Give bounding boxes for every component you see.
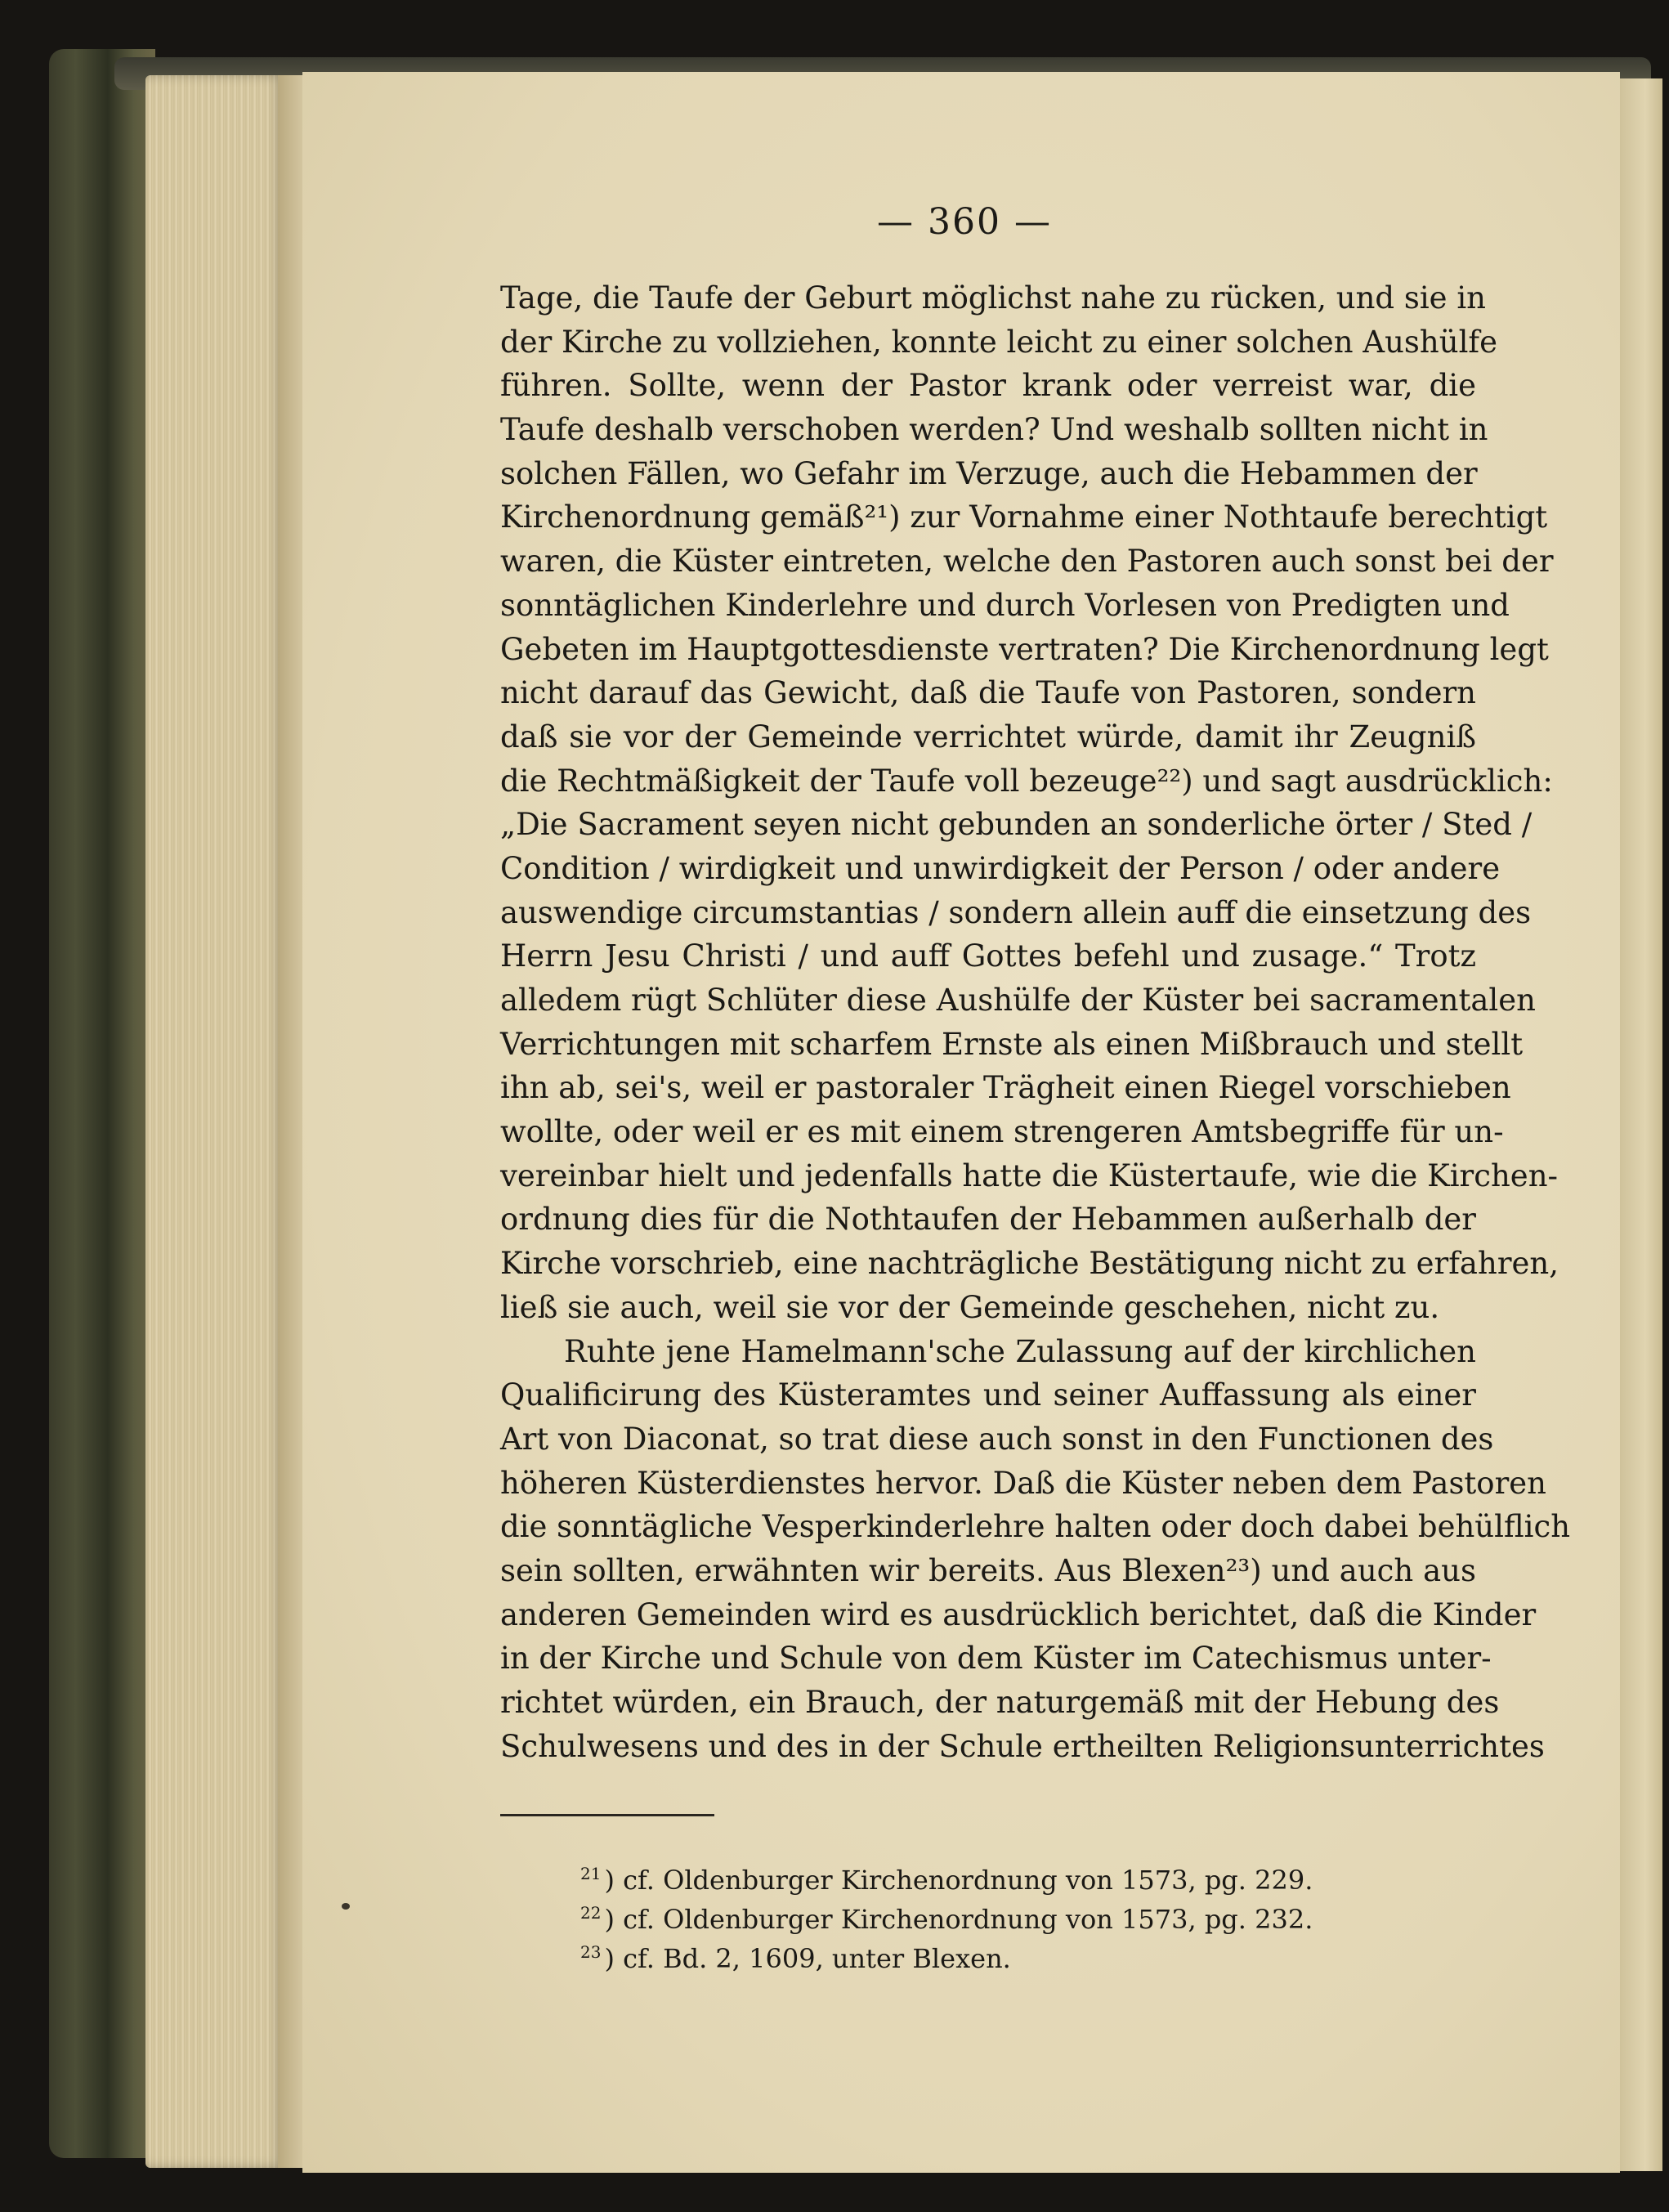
text-line: Taufe deshalb verschoben werden? Und weshalb sollten nicht in <box>500 412 1488 448</box>
text-line: vereinbar hielt und jedenfalls hatte die Küstertaufe, wie die Kirchen- <box>500 1157 1559 1193</box>
text-line: die Rechtmäßigkeit der Taufe voll bezeuge²²) und sagt ausdrücklich: <box>500 763 1553 799</box>
page-number: — 360 — <box>877 201 1052 243</box>
footnote-number: 23 <box>580 1942 602 1962</box>
footnote-text: ) cf. Oldenburger Kirchenordnung von 1573, pg. 232. <box>604 1904 1313 1935</box>
text-line: Herrn Jesu Christi / und auff Gottes befehl und zusage.“ Trotz <box>500 938 1476 974</box>
text-line: wollte, oder weil er es mit einem strengeren Amtsbegriffe für un- <box>500 1114 1504 1150</box>
text-line: nicht darauf das Gewicht, daß die Taufe von Pastoren, sondern <box>500 675 1476 711</box>
footnote-divider <box>500 1814 714 1816</box>
text-line: daß sie vor der Gemeinde verrichtet würde, damit ihr Zeugniß <box>500 719 1476 754</box>
text-line: ordnung dies für die Nothtaufen der Hebammen außerhalb der <box>500 1202 1476 1238</box>
text-line: Kirchenordnung gemäß²¹) zur Vornahme einer Nothtaufe berechtigt <box>500 499 1548 535</box>
footnote-number: 21 <box>580 1864 602 1883</box>
text-line: Ruhte jene Hamelmann'sche Zulassung auf der kirchlichen <box>564 1333 1476 1369</box>
text-line: führen. Sollte, wenn der Pastor krank oder verreist war, die <box>500 368 1476 404</box>
text-line: Verrichtungen mit scharfem Ernste als einen Mißbrauch und stellt <box>500 1026 1524 1062</box>
footnote-text: ) cf. Bd. 2, 1609, unter Blexen. <box>604 1943 1011 1974</box>
text-line: „Die Sacrament seyen nicht gebunden an sonderliche örter / Sted / <box>500 807 1533 843</box>
footnote <box>580 1854 1479 1896</box>
text-line: Gebeten im Hauptgottesdienste vertraten? Die Kirchenordnung legt <box>500 631 1549 667</box>
page-edges <box>145 75 284 2168</box>
text-line: Kirche vorschrieb, eine nachträgliche Bestätigung nicht zu erfahren, <box>500 1246 1559 1282</box>
book-cover-left <box>49 49 155 2158</box>
text-line: in der Kirche und Schule von dem Küster im Catechismus unter- <box>500 1641 1492 1677</box>
text-line: sein sollten, erwähnten wir bereits. Aus Blexen²³) und auch aus <box>500 1552 1476 1588</box>
text-line: ihn ab, sei's, weil er pastoraler Trägheit einen Riegel vorschieben <box>500 1070 1511 1106</box>
text-line: Qualificirung des Küsteramtes und seiner Auffassung als einer <box>500 1377 1476 1413</box>
text-line: waren, die Küster eintreten, welche den Pastoren auch sonst bei der <box>500 544 1554 580</box>
text-line: alledem rügt Schlüter diese Aushülfe der Küster bei sacramentalen <box>500 983 1536 1018</box>
text-line: richtet würden, ein Brauch, der naturgemäß mit der Hebung des <box>500 1685 1500 1720</box>
text-line: anderen Gemeinden wird es ausdrücklich berichtet, daß die Kinder <box>500 1596 1537 1632</box>
next-page-edge <box>1620 78 1662 2171</box>
body-text <box>500 276 1571 1768</box>
text-line: Tage, die Taufe der Geburt möglichst nahe zu rücken, und sie in <box>500 280 1487 316</box>
footnote <box>580 1893 1479 1935</box>
text-line: der Kirche zu vollziehen, konnte leicht zu einer solchen Aushülfe <box>500 324 1498 360</box>
footnotes <box>580 1854 1479 1972</box>
text-line: auswendige circumstantias / sondern allein auff die einsetzung des <box>500 894 1532 930</box>
text-line: solchen Fällen, wo Gefahr im Verzuge, auch die Hebammen der <box>500 455 1478 491</box>
text-line: Art von Diaconat, so trat diese auch sonst in den Functionen des <box>500 1421 1494 1457</box>
text-line: Condition / wirdigkeit und unwirdigkeit der Person / oder andere <box>500 850 1501 886</box>
book-gutter <box>278 75 306 2168</box>
text-line: Schulwesens und des in der Schule ertheilten Religionsunterrichtes <box>500 1728 1545 1764</box>
text-line: sonntäglichen Kinderlehre und durch Vorlesen von Predigten und <box>500 587 1510 623</box>
text-line: die sonntägliche Vesperkinderlehre halten oder doch dabei behülflich <box>500 1509 1571 1545</box>
footnote-text: ) cf. Oldenburger Kirchenordnung von 1573, pg. 229. <box>604 1865 1313 1896</box>
text-line: ließ sie auch, weil sie vor der Gemeinde geschehen, nicht zu. <box>500 1289 1440 1325</box>
footnote-number: 22 <box>580 1903 602 1923</box>
text-line: höheren Küsterdienstes hervor. Daß die Küster neben dem Pastoren <box>500 1465 1546 1501</box>
ink-speck <box>342 1903 350 1910</box>
footnote <box>580 1932 1479 1972</box>
